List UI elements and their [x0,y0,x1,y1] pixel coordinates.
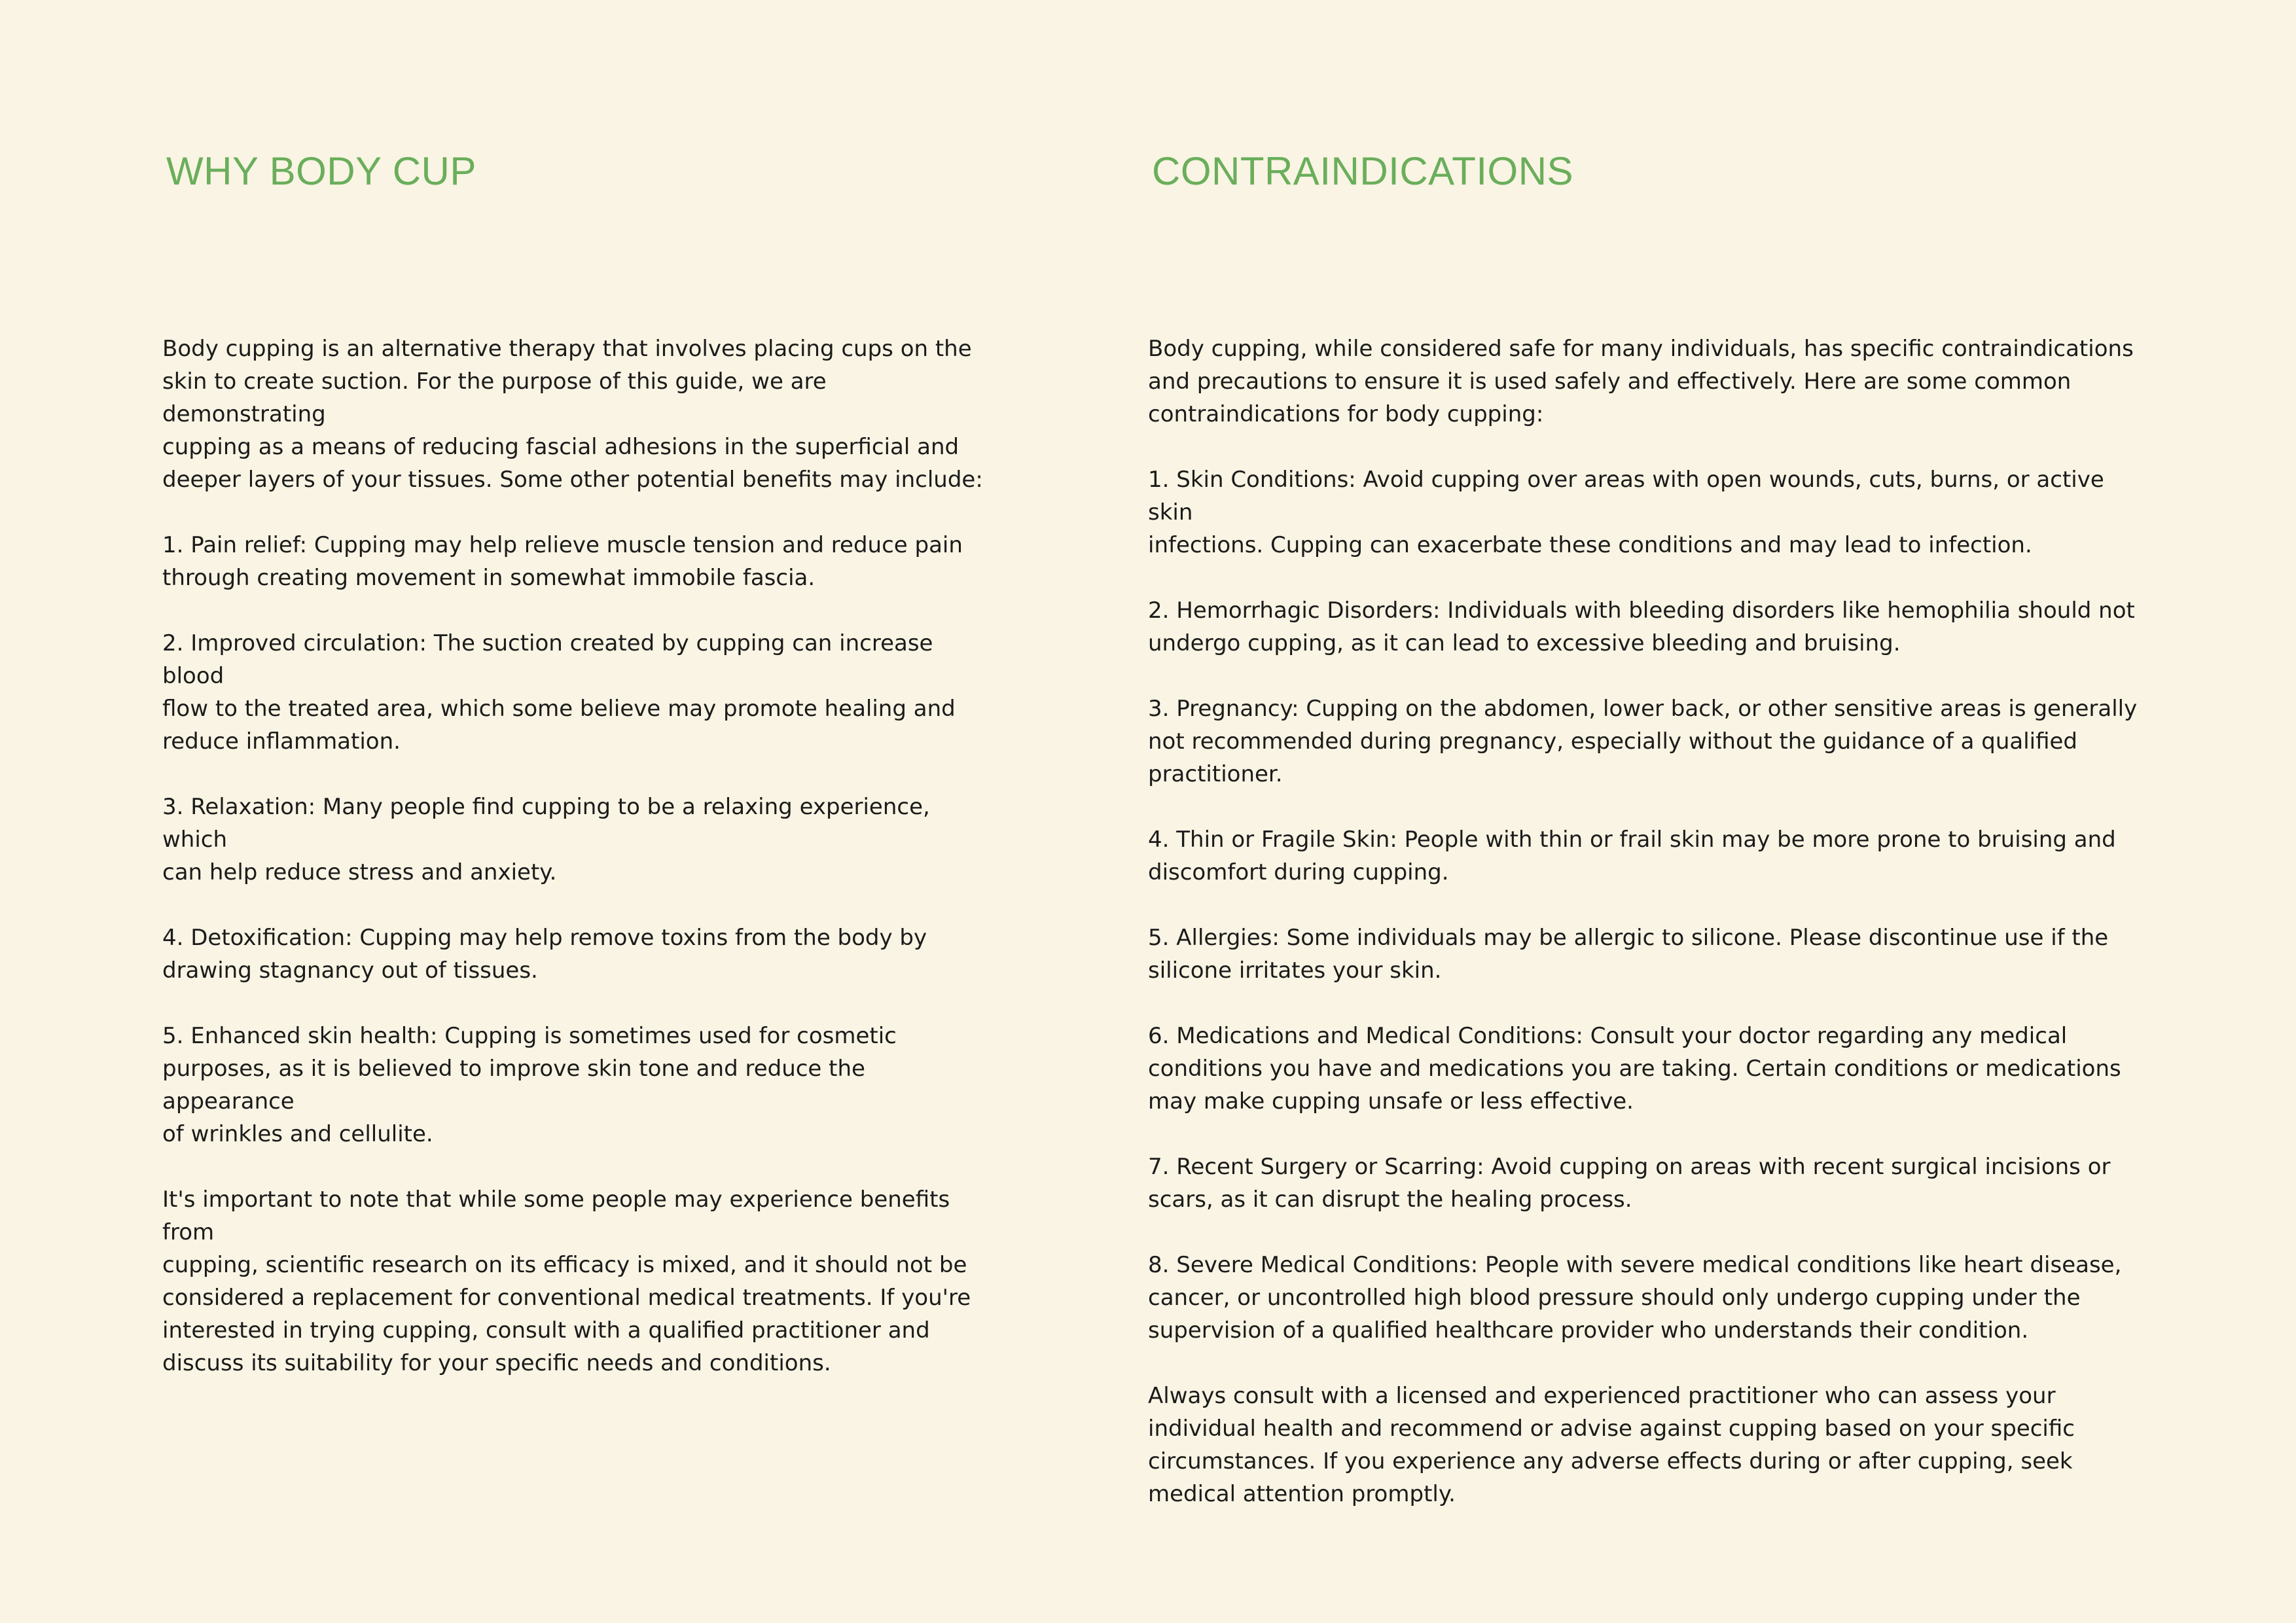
contraindication-recent-surgery: 7. Recent Surgery or Scarring: Avoid cupping on areas with recent surgical incisions or scars, as it can disrupt the healing process. [1148,1154,2111,1213]
efficacy-note-paragraph: It's important to note that while some people may experience benefits from cupping, scientific research on its efficacy is mixed, and it should not be considered a replacement for conventional medical treatments. If you're interested in trying cupping, consult with a qualified practitioner and discuss its suitability for your specific needs and conditions. [162,1186,971,1376]
benefit-skin-health: 5. Enhanced skin health: Cupping is sometimes used for cosmetic purposes, as it is believed to improve skin tone and reduce the appearance of wrinkles and cellulite. [162,1023,897,1147]
contraindication-severe-conditions: 8. Severe Medical Conditions: People with severe medical conditions like heart disease, cancer, or uncontrolled high blood pressure should only undergo cupping under the supervision of a qualified healthcare provider who understands their condition. [1148,1252,2122,1344]
benefit-circulation: 2. Improved circulation: The suction created by cupping can increase blood flow to the treated area, which some believe may promote healing and reduce inflammation. [162,630,956,755]
contraindication-hemorrhagic-disorders: 2. Hemorrhagic Disorders: Individuals with bleeding disorders like hemophilia should not undergo cupping, as it can lead to excessive bleeding and bruising. [1148,597,2135,656]
contraindication-fragile-skin: 4. Thin or Fragile Skin: People with thin or frail skin may be more prone to bruising and discomfort during cupping. [1148,827,2116,885]
contraindications-body [1148,332,2149,1510]
benefit-detoxification: 4. Detoxification: Cupping may help remove toxins from the body by drawing stagnancy out of tissues. [162,925,927,984]
benefit-relaxation: 3. Relaxation: Many people find cupping to be a relaxing experience, which can help reduce stress and anxiety. [162,794,930,885]
benefit-pain-relief: 1. Pain relief: Cupping may help relieve muscle tension and reduce pain through creating movement in somewhat immobile fascia. [162,532,963,591]
contraindications-heading: CONTRAINDICATIONS [1152,149,1574,193]
why-body-cup-heading: WHY BODY CUP [166,149,476,193]
contraindication-medications: 6. Medications and Medical Conditions: Consult your doctor regarding any medical conditions you have and medications you are taking. Certain conditions or medications may make cupping unsafe or less effective. [1148,1023,2121,1115]
why-body-cup-body [162,332,994,1380]
contraindication-allergies: 5. Allergies: Some individuals may be allergic to silicone. Please discontinue use if the silicone irritates your skin. [1148,925,2109,984]
consult-practitioner-paragraph: Always consult with a licensed and experienced practitioner who can assess your individual health and recommend or advise against cupping based on your specific circumstances. If you experience any adverse effects during or after cupping, seek medical attention promptly. [1148,1383,2075,1507]
intro-paragraph: Body cupping is an alternative therapy that involves placing cups on the skin to create suction. For the purpose of this guide, we are demonstrating cupping as a means of reducing fascial adhesions in the superficial and deeper layers of your tissues. Some other potential benefits may include: [162,336,983,493]
contraindications-intro: Body cupping, while considered safe for many individuals, has specific contraindications and precautions to ensure it is used safely and effectively. Here are some common contraindications for body cupping: [1148,336,2134,427]
contraindication-pregnancy: 3. Pregnancy: Cupping on the abdomen, lower back, or other sensitive areas is generally not recommended during pregnancy, especially without the guidance of a qualified practitioner. [1148,696,2138,787]
contraindication-skin-conditions: 1. Skin Conditions: Avoid cupping over areas with open wounds, cuts, burns, or active skin infections. Cupping can exacerbate these conditions and may lead to infection. [1148,467,2104,558]
